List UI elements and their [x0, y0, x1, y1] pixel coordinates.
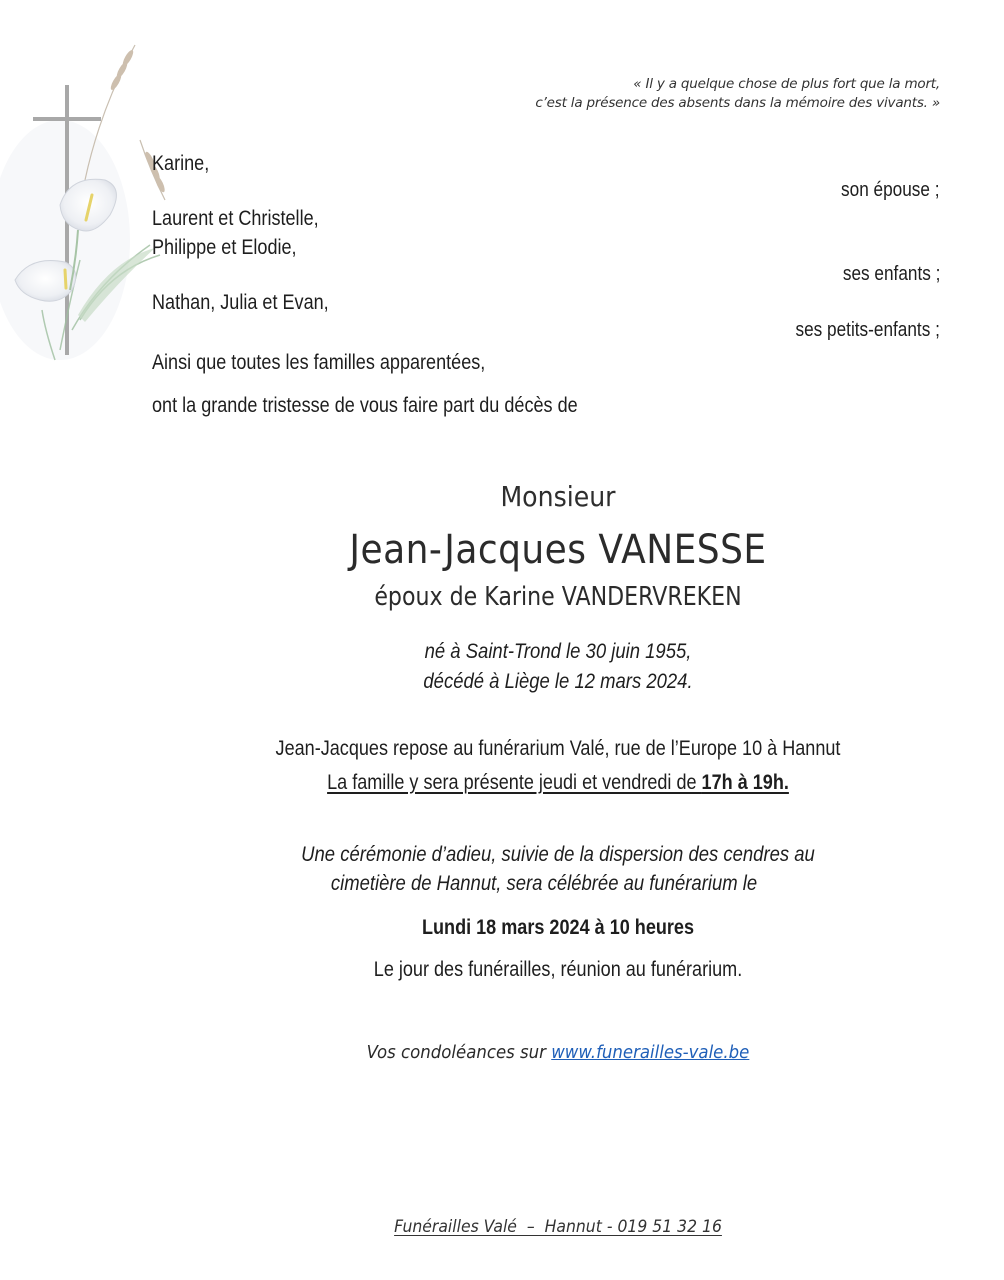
quote-line-2: c’est la présence des absents dans la mémoire des vivants. » — [535, 95, 940, 111]
deceased-name: Jean-Jacques VANESSE — [349, 527, 767, 573]
announcement: ont la grande tristesse de vous faire part du décès de — [152, 394, 578, 417]
condolences-link[interactable]: www.funerailles-vale.be — [551, 1042, 750, 1063]
extended-family: Ainsi que toutes les familles apparentées, — [152, 351, 486, 374]
birth-info: né à Saint-Trond le 30 juin 1955, — [424, 640, 692, 663]
children-relation: ses enfants ; — [842, 263, 940, 285]
family-presence-text: La famille y sera présente jeudi et vendredi de — [327, 771, 702, 794]
ceremony-date: Lundi 18 mars 2024 à 10 heures — [421, 916, 695, 939]
spouse-name: Karine, — [152, 152, 210, 175]
condolences — [96, 1042, 1004, 1063]
ceremony-meeting: Le jour des funérailles, réunion au funérarium. — [373, 958, 743, 981]
family-presence-hours: 17h à 19h. — [701, 771, 789, 794]
deceased-title: Monsieur — [500, 480, 616, 513]
cross-lily-illustration — [0, 30, 200, 370]
children-line-2: Philippe et Elodie, — [152, 236, 297, 259]
deceased-spouse: époux de Karine VANDERVREKEN — [374, 582, 742, 612]
grandchildren-names: Nathan, Julia et Evan, — [152, 291, 329, 314]
children-line-1: Laurent et Christelle, — [152, 207, 319, 230]
ceremony-line-2: cimetière de Hannut, sera célébrée au funérarium le — [330, 872, 758, 895]
viewing-location: Jean-Jacques repose au funérarium Valé, rue de l’Europe 10 à Hannut — [275, 737, 841, 760]
spouse-relation: son épouse ; — [841, 179, 940, 201]
condolences-text: Vos condoléances sur — [366, 1042, 552, 1063]
family-presence — [126, 771, 989, 795]
footer-contact: Funérailles Valé – Hannut - 019 51 32 16 — [394, 1217, 722, 1237]
ceremony-line-1: Une cérémonie d’adieu, suivie de la dispersion des cendres au — [301, 843, 815, 866]
quote-line-1: « Il y a quelque chose de plus fort que la mort, — [633, 76, 940, 92]
grandchildren-relation: ses petits-enfants ; — [795, 319, 940, 341]
death-info: décédé à Liège le 12 mars 2024. — [423, 670, 693, 693]
